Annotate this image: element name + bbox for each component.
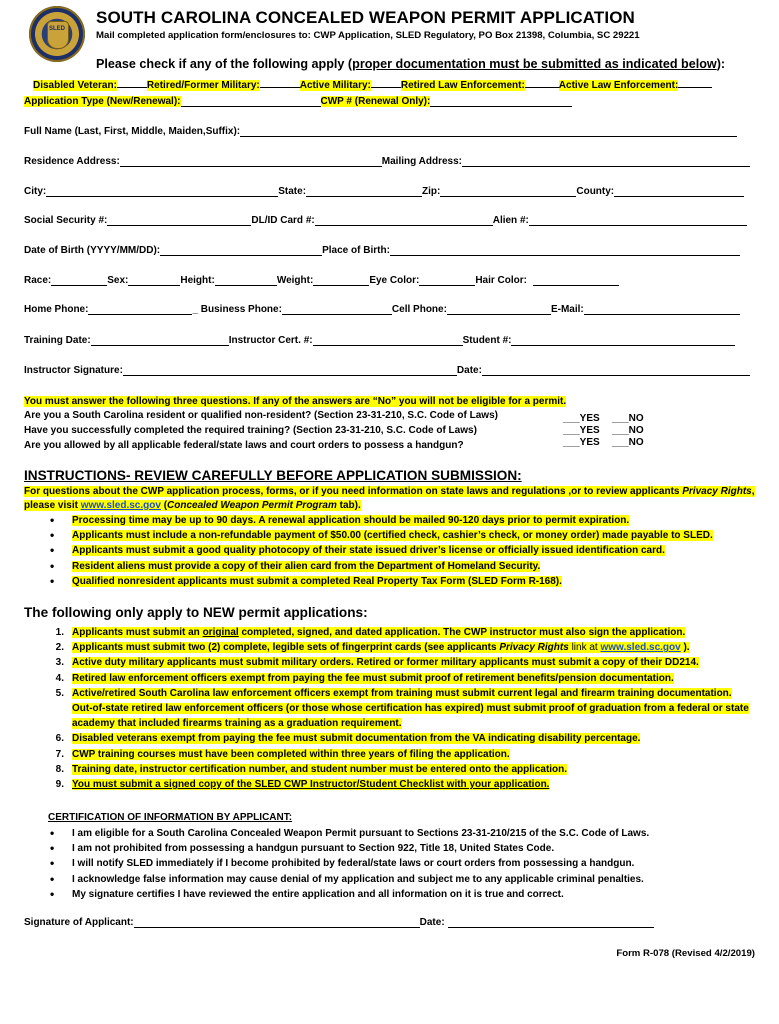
question-2-yes[interactable]: ___YES: [563, 425, 600, 436]
bullet-text: Qualified nonresident applicants must submit a completed Real Property Tax Form (SLED Form R-168).: [72, 575, 562, 587]
app-type-field[interactable]: [181, 95, 321, 107]
state-law-enforcement-seal-icon: [29, 6, 85, 62]
privacy-rights-text: Privacy Rights: [499, 642, 569, 654]
height-field[interactable]: [215, 274, 277, 286]
zip-label: Zip:: [422, 186, 441, 197]
cwp-program-tab-text: Concealed Weapon Permit Program: [167, 500, 337, 511]
instructor-signature-row: [24, 364, 750, 376]
id-row: [24, 214, 747, 226]
cell-phone-field[interactable]: [447, 303, 551, 315]
category-blank[interactable]: [525, 77, 559, 88]
applicant-signature-row: [24, 916, 654, 928]
item-part: Applicants must submit an: [72, 627, 203, 638]
address-row: [24, 155, 750, 167]
instructions-intro-text: [24, 486, 755, 511]
item-text: CWP training courses must have been completed within three years of filing the application.: [72, 748, 510, 760]
list-item: [46, 777, 751, 792]
birth-row: [24, 244, 740, 256]
question-1: Are you a South Carolina resident or qualified non-resident? (Section 23-31-210, S.C. Code of Laws): [24, 410, 498, 421]
item-text: Active/retired South Carolina law enforcement officers exempt from training must submit current legal and firearm training documentation. Out-of-state retired law enforcement officers (or those whose certification has expired) must submit proof of graduation from a federal or state academy that included firearms training as a graduation requirement.: [72, 687, 749, 730]
residence-address-field[interactable]: [120, 155, 382, 167]
category-active-military: Active Military:: [299, 80, 371, 91]
question-3-no[interactable]: ___NO: [612, 437, 644, 448]
list-item: [46, 762, 751, 777]
city-label: City:: [24, 186, 47, 197]
sex-label: Sex:: [107, 275, 129, 286]
category-blank[interactable]: [371, 77, 401, 88]
eligibility-intro-text: You must answer the following three questions. If any of the answers are “No” you will not be eligible for a permit.: [24, 396, 567, 407]
student-label: Student #:: [462, 335, 512, 346]
new-permit-heading: The following only apply to NEW permit applications:: [24, 605, 368, 620]
sled-website-link[interactable]: www.sled.sc.gov: [80, 500, 161, 511]
bullet-text: Applicants must include a non-refundable payment of $50.00 (certified check, cashier’s check, or money order) made payable to SLED.: [72, 530, 713, 542]
question-2: Have you successfully completed the required training? (Section 23-31-210, S.C. Code of Laws): [24, 425, 477, 436]
list-item: [46, 513, 766, 528]
privacy-rights-text: Privacy Rights: [682, 486, 752, 497]
category-active-law-enforcement: Active Law Enforcement:: [558, 80, 679, 91]
item-number: 8.: [55, 763, 64, 775]
intro-part: (: [160, 500, 168, 511]
sex-field[interactable]: [128, 274, 180, 286]
county-field[interactable]: [614, 185, 744, 197]
state-label: State:: [278, 186, 307, 197]
business-phone-field[interactable]: [282, 303, 392, 315]
page-title: SOUTH CAROLINA CONCEALED WEAPON PERMIT APPLICATION: [96, 8, 635, 27]
race-field[interactable]: [51, 274, 107, 286]
new-permit-list: [46, 625, 751, 792]
applicant-signature-label: Signature of Applicant:: [24, 917, 134, 928]
question-1-no[interactable]: ___NO: [612, 413, 644, 424]
instructor-date-field[interactable]: [482, 364, 750, 376]
question-1-yes[interactable]: ___YES: [563, 413, 600, 424]
item-number: 2.: [55, 642, 64, 654]
applicant-date-label: Date:: [419, 917, 445, 928]
original-underlined: original: [202, 627, 239, 638]
item-part: Applicants must submit two (2) complete, legible sets of fingerprint cards (see applicants: [72, 642, 500, 654]
mailing-address-label: Mailing Address:: [381, 156, 462, 167]
residence-address-label: Residence Address:: [24, 156, 120, 167]
hair-color-field[interactable]: [533, 274, 619, 286]
list-item: [46, 559, 766, 574]
eye-color-field[interactable]: [419, 274, 475, 286]
certification-heading: CERTIFICATION OF INFORMATION BY APPLICANT:: [48, 812, 293, 823]
question-2-no[interactable]: ___NO: [612, 425, 644, 436]
email-label: E-Mail:: [550, 304, 584, 315]
training-date-label: Training Date:: [24, 335, 91, 346]
item-text: Retired law enforcement officers exempt from paying the fee must submit proof of retirement benefits/pension documentation.: [72, 672, 674, 684]
dob-label: Date of Birth (YYYY/MM/DD):: [24, 245, 161, 256]
list-item: [46, 655, 751, 670]
instructions-intro: [24, 485, 764, 513]
instructor-signature-field[interactable]: [123, 364, 457, 376]
list-item: • I am eligible for a South Carolina Concealed Weapon Permit pursuant to Sections 23-31-210/215 of the S.C. Code of Laws.: [46, 826, 766, 841]
item-number: 9.: [55, 779, 64, 791]
category-disabled-veteran: Disabled Veteran:: [33, 80, 117, 91]
category-retired-military: Retired/Former Military:: [146, 80, 260, 91]
item-number: 5.: [55, 687, 64, 699]
bullet-text: Applicants must submit a good quality photocopy of their state issued driver’s license or officially issued identification card.: [72, 545, 665, 557]
mailing-instructions: Mail completed application form/enclosures to: CWP Application, SLED Regulatory, PO Box 21398, Columbia, SC 29221: [96, 30, 640, 41]
mailing-address-field[interactable]: [462, 155, 750, 167]
alien-label: Alien #:: [492, 215, 529, 226]
bullet-text: Resident aliens must provide a copy of their alien card from the Department of Homeland Security.: [72, 560, 541, 572]
full-name-field[interactable]: [240, 125, 737, 137]
item-text: Disabled veterans exempt from paying the fee must submit documentation from the VA indicating disability percentage.: [72, 733, 641, 745]
list-item: [46, 731, 751, 746]
item-number: 3.: [55, 657, 64, 669]
list-item: [46, 640, 751, 655]
app-type-row: [24, 95, 572, 107]
check-underlined: proper documentation must be submitted as indicated below: [352, 57, 717, 71]
list-item: [46, 625, 751, 640]
category-retired-law-enforcement: Retired Law Enforcement:: [400, 80, 525, 91]
county-label: County:: [576, 186, 615, 197]
item-number: 6.: [55, 733, 64, 745]
ssn-label: Social Security #:: [24, 215, 108, 226]
category-blank[interactable]: [117, 77, 147, 88]
item-number: 1.: [55, 627, 64, 638]
item-text: You must submit a signed copy of the SLED CWP Instructor/Student Checklist with your application.: [72, 779, 550, 791]
instructor-cert-label: Instructor Cert. #:: [228, 335, 313, 346]
item-number: 7.: [55, 748, 64, 760]
bullet-text: Processing time may be up to 90 days. A renewal application should be mailed 90-120 days prior to permit expiration.: [72, 515, 630, 526]
intro-part: tab).: [336, 500, 361, 511]
list-item: • My signature certifies I have reviewed the entire application and all information on it is true and correct.: [46, 887, 766, 902]
list-item: [46, 528, 766, 543]
hair-color-label: Hair Color:: [475, 275, 527, 286]
training-date-field[interactable]: [91, 334, 229, 346]
home-phone-label: Home Phone:: [24, 304, 89, 315]
race-label: Race:: [24, 275, 52, 286]
list-item: [46, 671, 751, 686]
physical-row: [24, 274, 619, 286]
instructor-date-label: Date:: [456, 365, 482, 376]
list-item: • I will notify SLED immediately if I become prohibited by federal/state laws or court orders from possessing a handgun.: [46, 856, 766, 871]
height-label: Height:: [180, 275, 215, 286]
item-text: Training date, instructor certification number, and student number must be entered onto the application.: [72, 763, 568, 775]
seal-label: SLED: [48, 26, 65, 32]
sled-website-link[interactable]: www.sled.sc.gov: [600, 642, 681, 654]
item-text: [72, 627, 685, 638]
full-name-row: [24, 125, 737, 137]
check-instructions: [96, 57, 725, 71]
phone-row: [24, 303, 740, 315]
list-item: [46, 574, 766, 589]
email-field[interactable]: [584, 303, 740, 315]
instructions-heading: INSTRUCTIONS- REVIEW CAREFULLY BEFORE APPLICATION SUBMISSION:: [24, 468, 522, 483]
applicant-date-field[interactable]: [448, 916, 654, 928]
state-field[interactable]: [306, 185, 422, 197]
pob-field[interactable]: [390, 244, 740, 256]
intro-part: For questions about the CWP application process, forms, or if you need information on state laws and regulations ,or to review applicants: [24, 486, 683, 497]
ssn-field[interactable]: [107, 214, 251, 226]
weight-field[interactable]: [313, 274, 369, 286]
training-row: [24, 334, 735, 346]
item-number: 4.: [55, 672, 64, 684]
home-phone-field[interactable]: [88, 303, 192, 315]
category-blank[interactable]: [678, 77, 712, 88]
dob-field[interactable]: [160, 244, 322, 256]
question-3-yes[interactable]: ___YES: [563, 437, 600, 448]
item-text: Active duty military applicants must submit military orders. Retired or former military applicants must submit a copy of their DD214.: [72, 657, 699, 669]
form-number: Form R-078 (Revised 4/2/2019): [616, 948, 755, 959]
intro-part: , please visit: [24, 486, 755, 511]
item-text: [72, 642, 690, 653]
item-part: completed, signed, and dated application. The CWP instructor must also sign the application.: [238, 627, 686, 638]
alien-field[interactable]: [529, 214, 747, 226]
dl-id-field[interactable]: [315, 214, 493, 226]
student-field[interactable]: [511, 334, 735, 346]
business-phone-label: _ Business Phone:: [192, 304, 282, 315]
cwp-number-field[interactable]: [430, 95, 572, 107]
eye-color-label: Eye Color:: [369, 275, 420, 286]
certification-list: [46, 826, 766, 902]
cell-phone-label: Cell Phone:: [391, 304, 447, 315]
instructor-cert-field[interactable]: [313, 334, 463, 346]
zip-field[interactable]: [440, 185, 576, 197]
item-part: link at: [568, 642, 601, 654]
dl-id-label: DL/ID Card #:: [251, 215, 315, 226]
list-item: • I acknowledge false information may cause denial of my application and subject me to any applicable criminal penalties.: [46, 872, 766, 887]
list-item: • I am not prohibited from possessing a handgun pursuant to Section 922, Title 18, United States Code.: [46, 841, 766, 856]
check-suffix: ):: [716, 57, 726, 71]
list-item: [46, 747, 751, 762]
full-name-label: Full Name (Last, First, Middle, Maiden,Suffix):: [24, 126, 241, 137]
applicant-signature-field[interactable]: [134, 916, 420, 928]
city-row: [24, 185, 744, 197]
instructions-list: [46, 513, 766, 589]
weight-label: Weight:: [276, 275, 314, 286]
pob-label: Place of Birth:: [322, 245, 390, 256]
check-prefix: Please check if any of the following apply (: [96, 57, 353, 71]
item-part: ).: [680, 642, 690, 654]
instructor-signature-label: Instructor Signature:: [24, 365, 123, 376]
eligibility-intro: [24, 396, 566, 407]
cwp-number-label: CWP # (Renewal Only):: [320, 96, 431, 107]
category-blank[interactable]: [260, 77, 300, 88]
list-item: [46, 543, 766, 558]
city-field[interactable]: [46, 185, 278, 197]
question-3: Are you allowed by all applicable federal/state laws and court orders to possess a handgun?: [24, 440, 464, 451]
app-type-label: Application Type (New/Renewal):: [24, 96, 181, 107]
list-item: [46, 686, 751, 732]
category-row: [33, 77, 712, 91]
